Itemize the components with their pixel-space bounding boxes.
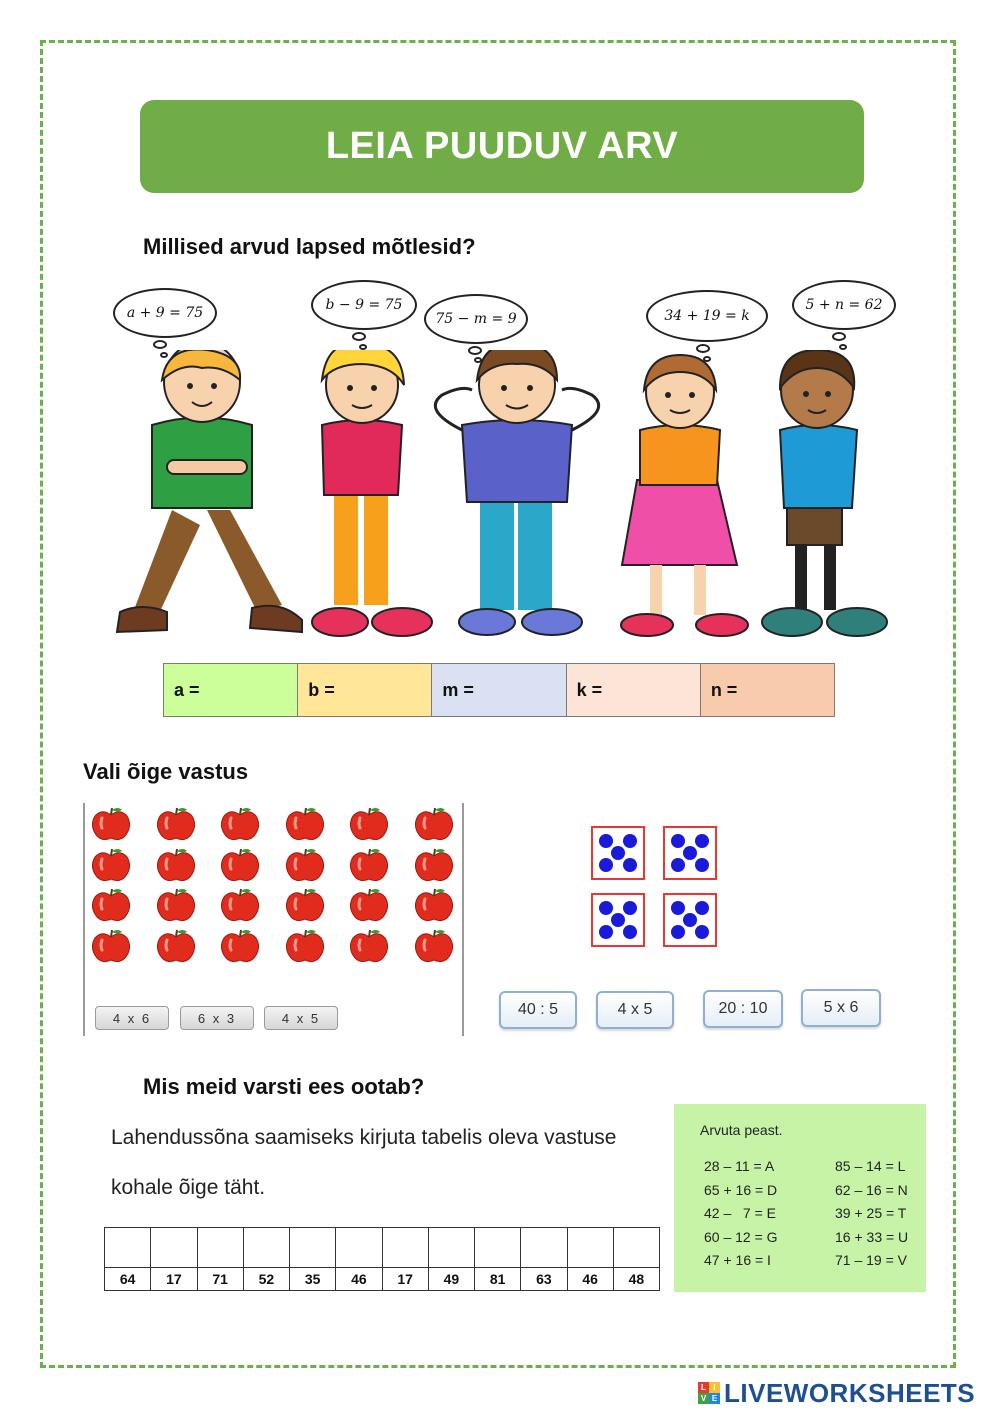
option-label: 4 x 5 [617, 1001, 653, 1018]
letter-input-cell[interactable] [198, 1228, 244, 1268]
die-pip [695, 834, 709, 848]
child-teal-shirt [762, 350, 887, 636]
apple-icon [284, 928, 326, 964]
code-word-table [104, 1227, 660, 1291]
divider-right [462, 803, 464, 1036]
calc-item: 39 + 25 = T [835, 1205, 907, 1221]
die-pip [683, 846, 697, 860]
number-cell: 52 [244, 1268, 290, 1290]
logo-mark-letter: V [698, 1393, 709, 1404]
calc-item: 60 – 12 = G [704, 1228, 778, 1245]
calc-item: 85 – 14 = L [835, 1158, 906, 1174]
die-icon [591, 893, 645, 947]
number-cell: 49 [429, 1268, 475, 1290]
apple-icon [219, 806, 261, 842]
number-cell: 46 [336, 1268, 382, 1290]
child-green-shirt [117, 350, 302, 632]
apple-grid [90, 806, 460, 966]
apple-icon [348, 806, 390, 842]
instruction-line-1: Lahendussõna saamiseks kirjuta tabelis oleva vastuse [111, 1126, 617, 1149]
child-pink-shirt [312, 350, 432, 636]
letter-input-cell[interactable] [151, 1228, 197, 1268]
letter-input-cell[interactable] [475, 1228, 521, 1268]
apple-icon [413, 887, 455, 923]
option-label: 5 x 6 [823, 999, 859, 1016]
thought-bubble-a [113, 288, 217, 338]
letter-input-cell[interactable] [521, 1228, 567, 1268]
section3-heading: Mis meid varsti ees ootab? [143, 1074, 425, 1099]
apple-icon [413, 847, 455, 883]
apple-icon [90, 806, 132, 842]
mental-math-box [674, 1104, 926, 1292]
child-orange-shirt [621, 355, 748, 636]
bubble-dot [832, 332, 846, 341]
dice-grid [591, 826, 721, 951]
option-6x3-button[interactable] [180, 1006, 254, 1030]
die-icon [663, 893, 717, 947]
die-pip [671, 858, 685, 872]
bubble-dot [352, 332, 366, 341]
number-row [105, 1268, 659, 1290]
calc-item: 62 – 16 = N [835, 1181, 908, 1198]
calc-right-column [835, 1158, 925, 1276]
apple-icon [284, 847, 326, 883]
number-cell: 64 [105, 1268, 151, 1290]
calc-item: 28 – 11 = A [704, 1158, 775, 1174]
number-cell: 81 [475, 1268, 521, 1290]
thought-a: a + 9 = 75 [126, 305, 204, 321]
die-pip [695, 901, 709, 915]
mental-math-title: Arvuta peast. [700, 1122, 783, 1138]
calc-item: 65 + 16 = D [704, 1181, 778, 1198]
unknowns-answer-table [163, 663, 835, 717]
option-4x5-button[interactable] [264, 1006, 338, 1030]
number-cell: 46 [568, 1268, 614, 1290]
calc-item: 71 – 19 = V [835, 1252, 908, 1268]
die-pip [623, 834, 637, 848]
thought-k: 34 + 19 = k [664, 308, 750, 324]
letter-input-cell[interactable] [614, 1228, 659, 1268]
apple-icon [155, 928, 197, 964]
apple-icon [219, 887, 261, 923]
apple-icon [284, 806, 326, 842]
option-label: 40 : 5 [517, 1001, 559, 1018]
apple-icon [155, 806, 197, 842]
logo-mark-letter: E [709, 1393, 720, 1404]
die-pip [623, 858, 637, 872]
apple-icon [348, 847, 390, 883]
letter-input-cell[interactable] [105, 1228, 151, 1268]
calc-left-column [704, 1158, 814, 1276]
option-40div5-button[interactable] [499, 991, 577, 1029]
logo-mark [698, 1382, 720, 1404]
die-icon [663, 826, 717, 880]
option-4x5-dice-button[interactable] [596, 991, 674, 1029]
section2-heading: Vali õige vastus [83, 759, 249, 784]
apple-icon [155, 887, 197, 923]
letter-input-cell[interactable] [429, 1228, 475, 1268]
option-5x6-button[interactable] [801, 989, 881, 1027]
thought-m: 75 − m = 9 [435, 311, 517, 327]
number-cell: 17 [383, 1268, 429, 1290]
letter-input-cell[interactable] [383, 1228, 429, 1268]
answer-label-n: n = [710, 679, 738, 700]
apple-icon [413, 806, 455, 842]
answer-cell-b[interactable] [298, 664, 432, 716]
answer-label-k: k = [576, 679, 603, 700]
child-blue-shirt [435, 350, 598, 635]
answer-label-b: b = [308, 679, 335, 700]
thought-bubble-b [311, 280, 417, 330]
die-pip [671, 901, 685, 915]
answer-cell-m[interactable] [432, 664, 566, 716]
die-pip [695, 925, 709, 939]
option-4x6-button[interactable] [95, 1006, 169, 1030]
apple-icon [155, 847, 197, 883]
apple-icon [90, 928, 132, 964]
answer-cell-n[interactable] [701, 664, 834, 716]
number-cell: 63 [521, 1268, 567, 1290]
letter-input-cell[interactable] [290, 1228, 336, 1268]
letter-input-row [105, 1228, 659, 1268]
logo-mark-letter: L [698, 1382, 709, 1393]
answer-cell-a[interactable] [164, 664, 298, 716]
instruction-line-2: kohale õige täht. [111, 1176, 266, 1199]
number-cell: 71 [198, 1268, 244, 1290]
title-banner [140, 100, 864, 193]
divider-left [83, 803, 85, 1036]
die-pip [599, 858, 613, 872]
die-pip [611, 846, 625, 860]
answer-cell-k[interactable] [567, 664, 701, 716]
option-label: 6 x 3 [197, 1010, 237, 1026]
die-pip [623, 901, 637, 915]
die-pip [671, 925, 685, 939]
die-pip [623, 925, 637, 939]
apple-icon [90, 847, 132, 883]
children-illustration [112, 350, 902, 650]
option-label: 20 : 10 [718, 1000, 768, 1017]
calc-item: 42 – 7 = E [704, 1205, 776, 1221]
thought-b: b − 9 = 75 [325, 297, 403, 313]
section1-heading: Millised arvud lapsed mõtlesid? [143, 234, 476, 259]
apple-icon [348, 887, 390, 923]
answer-label-m: m = [442, 679, 474, 700]
thought-bubble-m [424, 294, 528, 344]
number-cell: 48 [628, 1271, 645, 1287]
calc-item: 47 + 16 = I [704, 1252, 771, 1268]
apple-icon [90, 887, 132, 923]
apple-icon [284, 887, 326, 923]
number-cell: 17 [151, 1268, 197, 1290]
die-pip [695, 858, 709, 872]
letter-input-cell[interactable] [568, 1228, 614, 1268]
die-pip [671, 834, 685, 848]
die-pip [599, 925, 613, 939]
apple-icon [413, 928, 455, 964]
apple-icon [219, 928, 261, 964]
liveworksheets-logo[interactable] [698, 1378, 975, 1408]
apple-icon [219, 847, 261, 883]
option-20div10-button[interactable] [703, 990, 783, 1028]
thought-bubble-n [792, 280, 896, 330]
bubble-dot [153, 340, 167, 349]
answer-label-a: a = [174, 679, 200, 700]
number-cell: 35 [290, 1268, 336, 1290]
logo-text: LIVEWORKSHEETS [724, 1377, 976, 1408]
option-label: 4 x 5 [281, 1010, 321, 1026]
logo-mark-letter: I [709, 1382, 720, 1393]
apple-icon [348, 928, 390, 964]
letter-input-cell[interactable] [244, 1228, 290, 1268]
die-pip [599, 834, 613, 848]
die-pip [599, 901, 613, 915]
die-pip [611, 913, 625, 927]
die-icon [591, 826, 645, 880]
letter-input-cell[interactable] [336, 1228, 382, 1268]
die-pip [683, 913, 697, 927]
thought-bubble-k [646, 290, 768, 342]
page-title: LEIA PUUDUV ARV [325, 125, 679, 167]
option-label: 4 x 6 [112, 1010, 152, 1026]
thought-n: 5 + n = 62 [805, 297, 883, 313]
calc-item: 16 + 33 = U [835, 1228, 909, 1245]
